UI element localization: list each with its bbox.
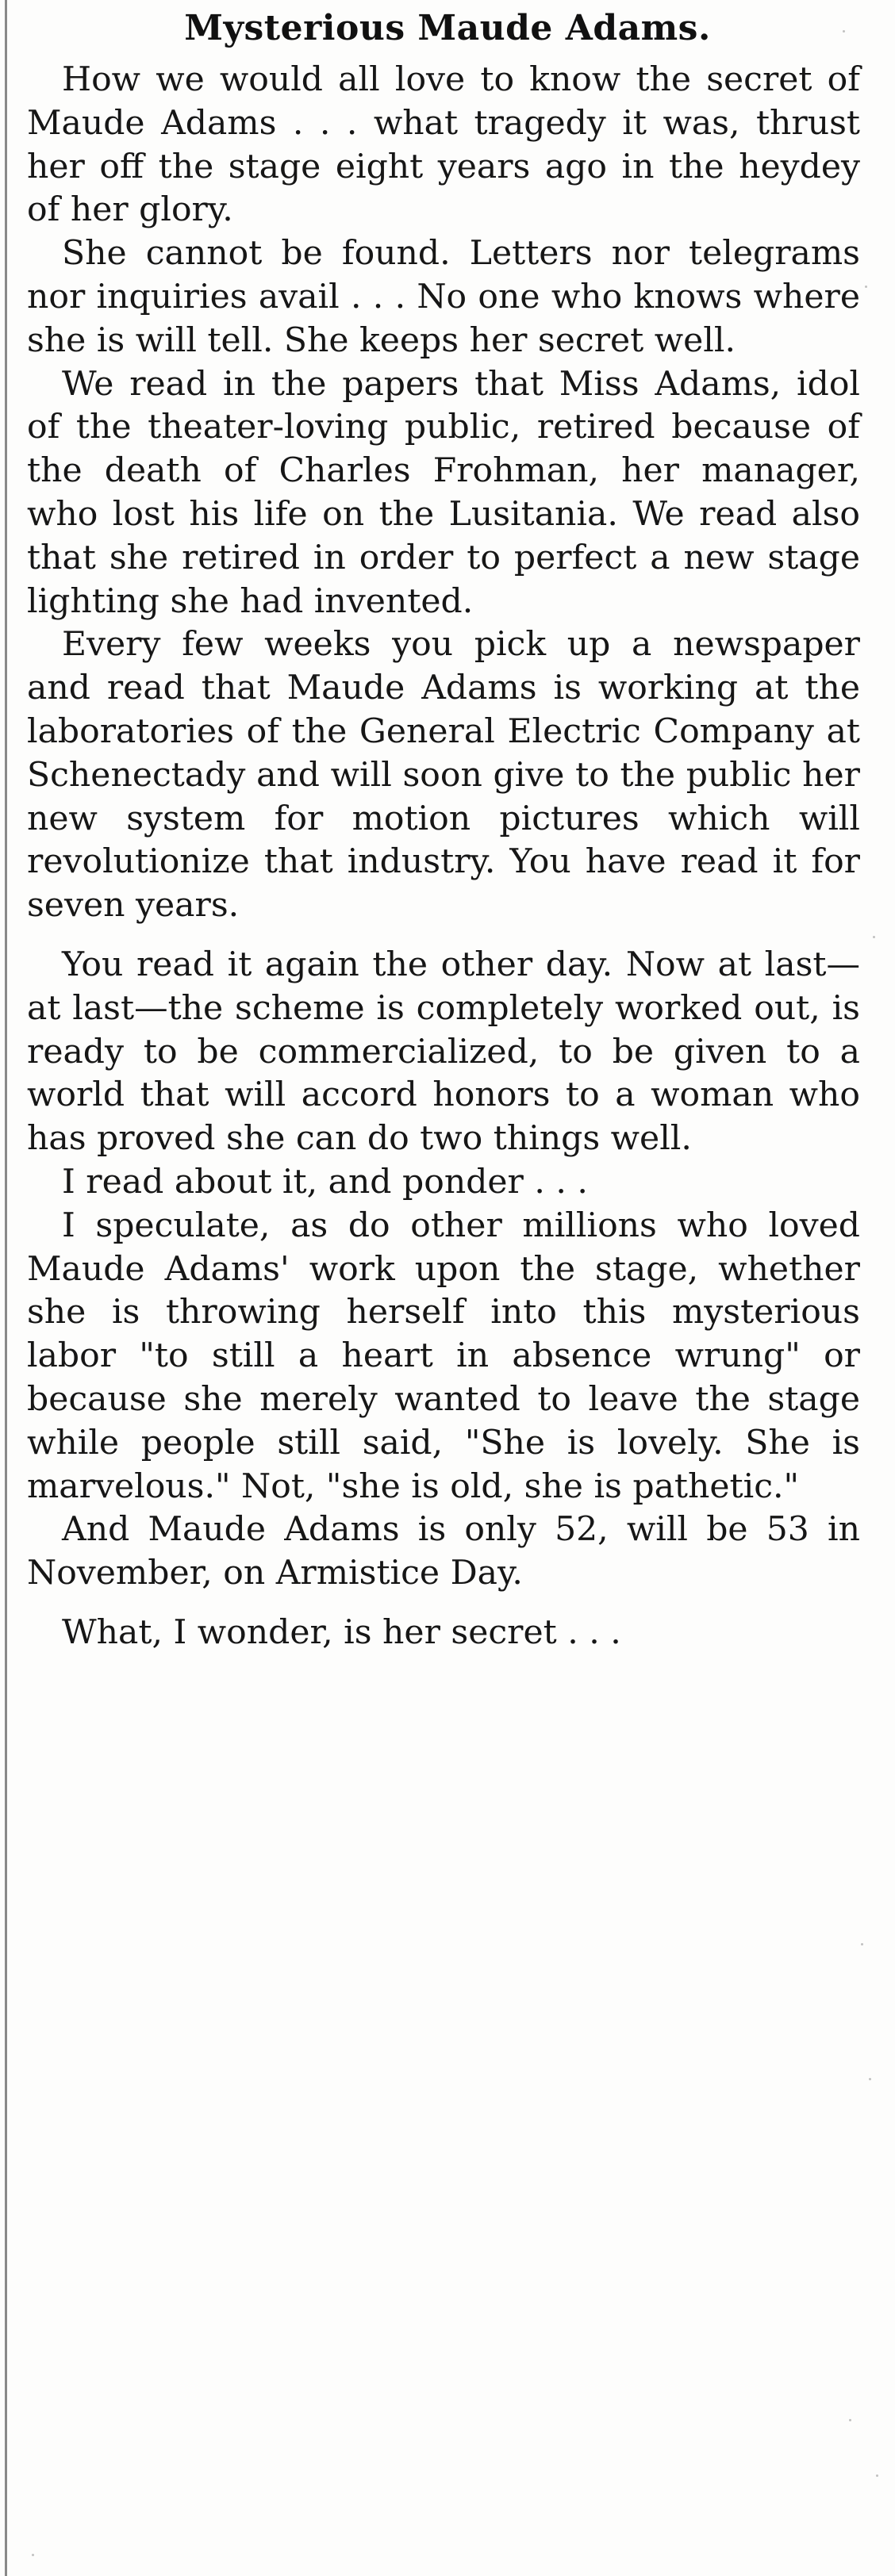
paragraph-speculate: I speculate, as do other millions who loved Maude Adams' work upon the stage, whether she is throwing herself into this mysterious labor "to still a heart in absence wrung" or because she merely wanted to leave the stage while people still said, "She is lovely. She is marvelous." Not, "she is old, she is pathetic." <box>27 1206 860 1506</box>
paragraph-closing: What, I wonder, is her secret . . . <box>62 1612 621 1652</box>
article-body <box>27 59 860 1655</box>
paragraph-frohman: We read in the papers that Miss Adams, idol of the theater-loving public, retired because of the death of Charles Frohman, her manager, who lost his life on the Lusitania. We read also that she retired in order to perfect a new stage lighting she had invented. <box>27 364 860 621</box>
print-speck <box>869 2078 871 2080</box>
print-speck <box>849 2419 851 2421</box>
paragraph-cannot-be-found: She cannot be found. Letters nor telegrams nor inquiries avail . . . No one who knows where she is will tell. She keeps her secret well. <box>27 234 860 360</box>
article-headline: Mysterious Maude Adams. <box>184 8 711 48</box>
paragraph-secret: How we would all love to know the secret of Maude Adams . . . what tragedy it was, thrust her off the stage eight years ago in the heydey of her glory. <box>27 60 860 230</box>
paragraph-ponder: I read about it, and ponder . . . <box>62 1162 588 1202</box>
paragraph-laboratories: Every few weeks you pick up a newspaper and read that Maude Adams is working at the laboratories of the General Electric Company at Schenectady and will soon give to the public her new system for motion pictures which will revolutionize that industry. You have read it for seven years. <box>27 625 860 926</box>
column-rule <box>5 0 7 2576</box>
print-speck <box>865 286 867 288</box>
paragraph-read-again: You read it again the other day. Now at last—at last—the scheme is completely worked out, is ready to be commercialized, to be given to a world that will accord honors to a woman who has proved she can do two things well. <box>27 945 860 1159</box>
paragraph-age: And Maude Adams is only 52, will be 53 in November, on Armistice Day. <box>27 1510 860 1593</box>
print-speck <box>876 2474 878 2477</box>
print-speck <box>873 936 875 938</box>
print-speck <box>861 1943 863 1945</box>
print-speck <box>32 2554 34 2556</box>
